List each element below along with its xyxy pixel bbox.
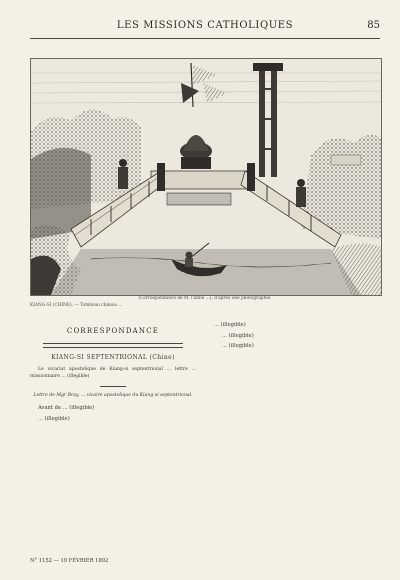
right-paragraph: ... (illegible) [222, 332, 254, 339]
left-column [30, 326, 196, 556]
journal-title: LES MISSIONS CATHOLIQUES [116, 20, 294, 31]
engraving-illustration [30, 58, 382, 296]
page-number: 85 [367, 20, 380, 31]
right-paragraph: ... (illegible) [222, 343, 254, 350]
issue-footer: N° 1152 — 19 FÉVRIER 1892 [30, 558, 109, 564]
intro-paragraph: Le vicariat apostolique de Kiang-si septentrional ... lettre ... missionnaire ... (illegible) [30, 367, 196, 380]
left-paragraph: Avant de ... (illegible) [38, 404, 95, 411]
illustration-caption [30, 296, 380, 309]
short-rule [100, 386, 126, 387]
letter-heading: Lettre de Mgr Bray, ... vicaire apostolique du Kiang-si septentrional. [33, 393, 193, 398]
engraving-illustration-icon [31, 59, 381, 295]
running-header [30, 20, 380, 39]
caption-line-1: (Correspondance de M. l'abbé ...), d'après une photographie. [138, 296, 272, 301]
left-paragraph: ... (illegible) [38, 415, 70, 422]
section-title: CORRESPONDANCE [66, 327, 160, 335]
article-subheading: KIANG-SI SEPTENTRIONAL (Chine) [51, 353, 175, 361]
right-paragraph: ... (illegible) [214, 322, 246, 328]
caption-line-2: KIANG-SI (CHINE). — Tombeau chinois ... [30, 302, 123, 308]
right-column [214, 322, 380, 556]
double-rule [43, 343, 183, 348]
